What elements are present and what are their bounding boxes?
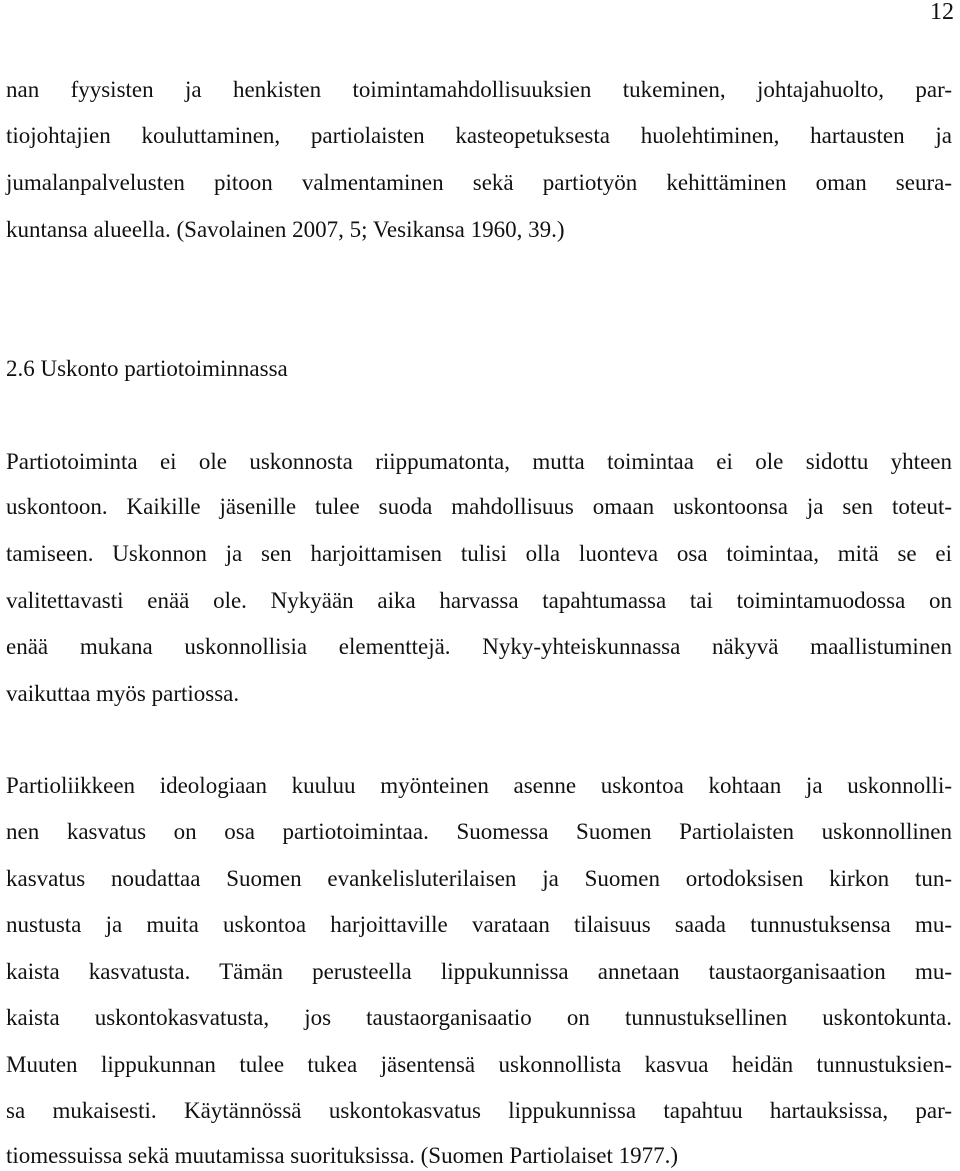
text-line: uskontoon. Kaikille jäsenille tulee suoda mahdollisuus omaan uskontoonsa ja sen toteut- — [6, 494, 952, 519]
section-heading: 2.6 Uskonto partiotoiminnassa — [6, 356, 288, 381]
text-line: kaista uskontokasvatusta, jos taustaorganisaatio on tunnustuksellinen uskontokunta. — [6, 1005, 952, 1030]
text-line: nen kasvatus on osa partiotoimintaa. Suomessa Suomen Partiolaisten uskonnollinen — [6, 819, 952, 844]
text-line: jumalanpalvelusten pitoon valmentaminen sekä partiotyön kehittäminen oman seura- — [6, 170, 952, 195]
text-line: Partiotoiminta ei ole uskonnosta riippumatonta, mutta toimintaa ei ole sidottu yhteen — [6, 449, 952, 474]
page-number: 12 — [930, 0, 954, 25]
text-line: tamiseen. Uskonnon ja sen harjoittamisen tulisi olla luonteva osa toimintaa, mitä se ei — [6, 541, 952, 566]
text-line: valitettavasti enää ole. Nykyään aika harvassa tapahtumassa tai toimintamuodossa on — [6, 588, 952, 613]
text-line: tiojohtajien kouluttaminen, partiolaisten kasteopetuksesta huolehtiminen, hartausten ja — [6, 123, 952, 148]
text-line: vaikuttaa myös partiossa. — [6, 681, 240, 706]
text-line: kaista kasvatusta. Tämän perusteella lippukunnissa annetaan taustaorganisaation mu- — [6, 959, 952, 984]
text-line: enää mukana uskonnollisia elementtejä. Nyky-yhteiskunnassa näkyvä maallistuminen — [6, 634, 952, 659]
text-line: nan fyysisten ja henkisten toimintamahdollisuuksien tukeminen, johtajahuolto, par- — [6, 77, 952, 102]
text-line: sa mukaisesti. Käytännössä uskontokasvatus lippukunnissa tapahtuu hartauksissa, par- — [6, 1098, 952, 1123]
text-line: Muuten lippukunnan tulee tukea jäsentensä uskonnollista kasvua heidän tunnustuksien- — [6, 1052, 952, 1077]
text-line: Partioliikkeen ideologiaan kuuluu myönteinen asenne uskontoa kohtaan ja uskonnolli- — [6, 773, 952, 798]
text-line: kuntansa alueella. (Savolainen 2007, 5; Vesikansa 1960, 39.) — [6, 217, 565, 242]
text-line: nustusta ja muita uskontoa harjoittaville varataan tilaisuus saada tunnustuksensa mu- — [6, 912, 952, 937]
text-line: kasvatus noudattaa Suomen evankelisluterilaisen ja Suomen ortodoksisen kirkon tun- — [6, 866, 952, 891]
text-line: tiomessuissa sekä muutamissa suorituksissa. (Suomen Partiolaiset 1977.) — [6, 1143, 679, 1168]
